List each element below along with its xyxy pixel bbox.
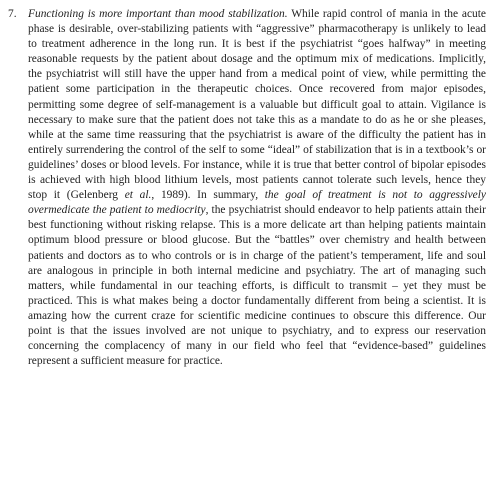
document-page xyxy=(8,7,486,369)
item-paragraph xyxy=(28,7,486,369)
paragraph-text-3: , the psychiatrist should endeavor to help patients attain their best functioning without risking relapse. This is a more delicate art than helping patients maintain optimum blood pressure or blood glucose. But the “battles” over chemistry and health between patients and doctors as to who controls or is in charge of the patient’s temperament, life and soul are analogous in principle in both internal medicine and psychiatry. The art of managing such matters, while fundamental in our teaching efforts, is difficult to transmit – yet they must be practiced. This is what makes being a doctor fundamentally different from being a scientist. It is amazing how the current craze for scientific medicine continues to obscure this difference. Our point is that the issues involved are not unique to psychiatry, and to express our reservation concerning the complacency of many in our field who feel that “evidence-based” guidelines represent a sufficient measure for practice. xyxy=(28,204,486,368)
item-lead-heading: Functioning is more important than mood stabilization. xyxy=(28,8,288,20)
summary-emphasis: the goal of treatment is not to aggressively overmedicate the patient to mediocrity xyxy=(28,189,487,217)
paragraph-text-2: , 1989). In summary, xyxy=(151,189,265,202)
item-number: 7. xyxy=(8,8,17,20)
numbered-item xyxy=(8,7,486,369)
citation-et-al: et al. xyxy=(124,189,152,202)
paragraph-text-1: While rapid control of mania in the acute phase is desirable, over-stabilizing patients with “aggressive” pharmacotherapy is unlikely to lead to treatment adherence in the long run. It is best if the psychiatrist “goes halfway” in meeting reasonable requests by the patient about dosage and the optimum mix of medications. Implicitly, the psychiatrist will still have the upper hand from a medical point of view, while permitting the patient some participation in the therapeutic choices. Once recovered from major episodes, permitting some degree of self-management is a valuable but difficult goal to attain. Vigilance is necessary to make sure that the patient does not take this as a mandate to do as he or she pleases, while at the same time reassuring that the psychiatrist is aware of the difficulty the patient has in entirely surrendering the control of the self to some “ideal” of stabilization that is in a textbook’s or guidelines’ doses or blood levels. For instance, while it is true that better control of bipolar episodes is achieved with high blood lithium levels, most patients cannot tolerate such levels, hence they stop it (Gelenberg xyxy=(28,8,486,202)
